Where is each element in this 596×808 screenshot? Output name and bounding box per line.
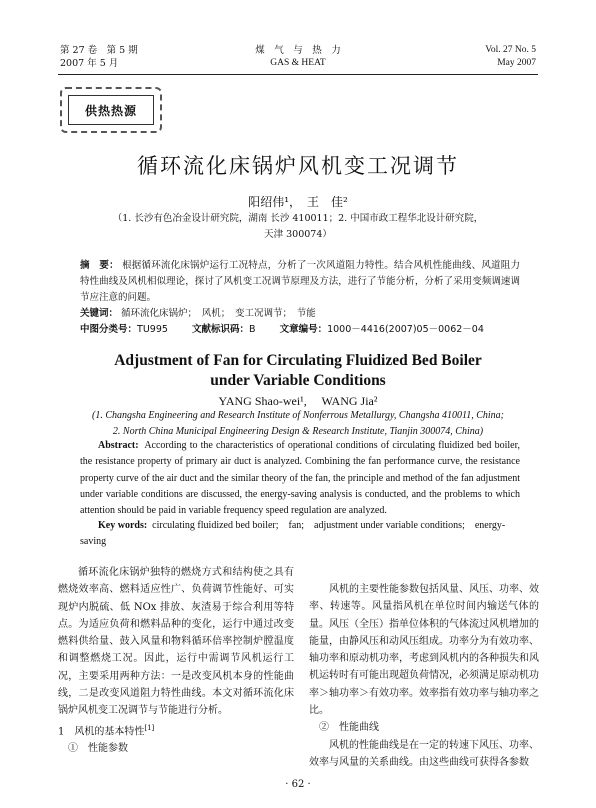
header-right xyxy=(485,44,536,70)
volume-issue-cn: 第 27 卷 第 5 期 xyxy=(60,45,138,56)
keywords-en-text: circulating fluidized bed boiler; fan; adjustment under variable conditions; energy-saving xyxy=(80,520,506,547)
section-badge xyxy=(60,87,162,133)
page-number: · 62 · xyxy=(285,779,311,790)
article-number-label: 文章编号： xyxy=(279,324,328,335)
abstract-en-text: According to the characteristics of operational conditions of circulating fluidized bed boiler, the resistance property of primary air duct is analyzed. Combining the fan performance curve, the resistance property curve of the air duct and the similar theory of the fan, the principle and method of the fan adjustment under variable conditions are discussed, the energy-saving analysis is conducted, and the problems to which attention should be paid in variable frequency speed regulation are analyzed. xyxy=(80,440,520,517)
doc-code-value: B xyxy=(248,324,256,335)
classification-info xyxy=(80,322,520,338)
keywords-en xyxy=(80,518,520,550)
date-cn: 2007 年 5 月 xyxy=(60,58,119,69)
date-en: May 2007 xyxy=(497,58,536,68)
keywords-cn xyxy=(80,306,520,322)
section-reference: [1] xyxy=(144,723,155,732)
affiliation-en-line: (1. Changsha Engineering and Research Institute of Nonferrous Metallurgy, Changsha 410011, China; xyxy=(91,410,504,421)
body-paragraph: 循环流化床锅炉独特的燃烧方式和结构使之具有燃烧效率高、燃料适应性广、负荷调节性能好、可实现炉内脱硫、低 NOx 排放、灰渣易于综合利用等特点。为适应负荷和燃料品种的变化，运行中通过改变燃料供给量、鼓入风量和物料循环倍率控制炉膛温度和调整燃烧工况。因此，运行中需调节风机运行工况，主要采用两种方法：一是改变风机本身的性能曲线，二是改变风道阻力特性曲线。本文对循环流化床锅炉风机变工况调节与节能进行分析。 xyxy=(58,567,294,717)
keywords-en-label: Key words: xyxy=(98,520,148,531)
authors-en: YANG Shao-wei¹, WANG Jia² xyxy=(218,394,378,408)
body-column-right xyxy=(309,581,539,771)
abstract-cn-label: 摘 要： xyxy=(80,260,119,271)
affiliation-en-line: 2. North China Municipal Engineering Design & Research Institute, Tianjin 300074, China) xyxy=(112,426,484,437)
affiliation-en xyxy=(70,408,526,440)
clc-label: 中图分类号： xyxy=(80,324,138,335)
journal-name-en: GAS & HEAT xyxy=(270,58,326,68)
article-title-cn: 循环流化床锅炉风机变工况调节 xyxy=(137,154,459,178)
clc-value: TU995 xyxy=(137,324,168,335)
article-number-value: 1000－4416(2007)05－0062－04 xyxy=(327,324,484,335)
section-heading-text: 1 风机的基本特性 xyxy=(58,726,145,737)
body-paragraph: 风机的主要性能参数包括风量、风压、功率、效率、转速等。风量指风机在单位时间内输送气体的量。风压（全压）指单位体积的气体流过风机增加的能量，由静风压和动风压组成。功率分为有效功率、轴功率和原动机功率，考虑到风机内的各种损失和风机运转时有可能出现超负荷情况，必须满足原动机功率＞轴功率＞有效功率。效率指有效功率与轴功率之比。 xyxy=(309,584,539,717)
header-rule xyxy=(58,74,538,75)
authors-cn: 阳绍伟¹， 王 佳² xyxy=(248,195,348,209)
affiliation-cn-line: （1. 长沙有色冶金设计研究院，湖南 长沙 410011；2. 中国市政工程华北设计研究院， xyxy=(112,213,484,224)
doc-code-label: 文献标识码： xyxy=(191,324,249,335)
subsection-heading: ② 性能曲线 xyxy=(319,722,379,734)
article-title-en xyxy=(0,351,596,391)
abstract-cn xyxy=(80,258,520,306)
subsection-heading: ① 性能参数 xyxy=(68,743,128,755)
abstract-cn-text: 根据循环流化床锅炉运行工况特点，分析了一次风道阻力特性。结合风机性能曲线、风道阻力特性曲线及风机相似理论，探讨了风机变工况调节原理及方法，进行了节能分析，分析了采用变频调速调节应注意的问题。 xyxy=(80,260,520,303)
article-title-en-line: under Variable Conditions xyxy=(210,372,386,389)
body-paragraph: 风机的性能曲线是在一定的转速下风压、功率、效率与风量的关系曲线。由这些曲线可获得各参数 xyxy=(309,739,539,768)
affiliation-cn-line: 天津 300074） xyxy=(264,229,332,240)
abstract-en-label: Abstract: xyxy=(98,440,139,451)
keywords-cn-text: 循环流化床锅炉； 风机； 变工况调节； 节能 xyxy=(121,308,316,319)
section-heading xyxy=(58,720,294,741)
abstract-en xyxy=(80,438,520,519)
affiliation-cn xyxy=(90,211,506,243)
journal-name-cn: 煤 气 与 热 力 xyxy=(255,45,341,56)
volume-issue-en: Vol. 27 No. 5 xyxy=(485,45,536,55)
keywords-cn-label: 关键词： xyxy=(80,308,119,319)
body-column-left xyxy=(58,564,294,758)
article-title-en-line: Adjustment of Fan for Circulating Fluidized Bed Boiler xyxy=(114,352,482,369)
section-badge-label: 供热热源 xyxy=(68,95,154,125)
